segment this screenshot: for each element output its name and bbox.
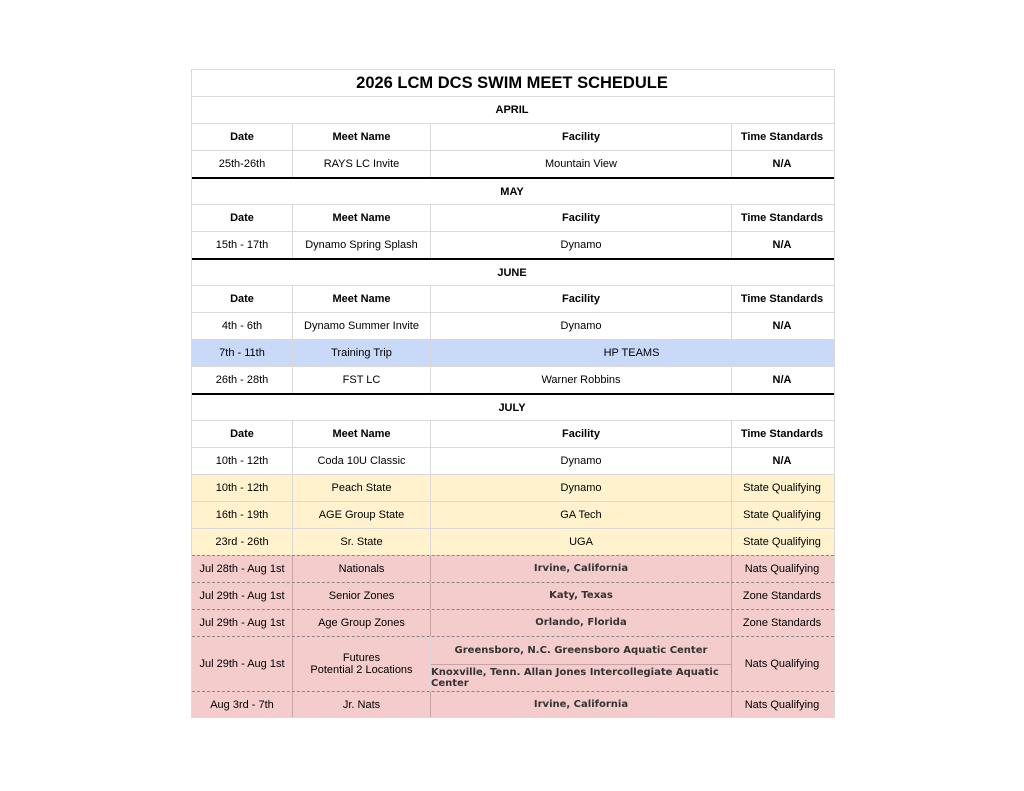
meet-cell: Peach State [292,475,430,501]
standards-cell: N/A [731,151,832,177]
meet-cell: RAYS LC Invite [292,151,430,177]
header-date: Date [230,212,254,224]
date-cell: 7th - 11th [219,347,265,359]
month-label: JUNE [497,266,527,279]
date-cell: 25th-26th [218,158,266,170]
table-row [192,366,834,393]
month-row-june [192,258,834,285]
meet-cell: AGE Group State [292,502,430,528]
facility-cell: Greensboro, N.C. Greensboro Aquatic Center [454,644,708,656]
header-standards: Time Standards [731,286,832,312]
table-row-state [192,501,834,528]
standards-cell: State Qualifying [731,529,832,555]
facility-cell: Mountain View [430,151,731,177]
facility-cell: HP TEAMS [430,340,832,366]
meet-cell: Sr. State [292,529,430,555]
table-row [192,312,834,339]
header-facility: Facility [430,286,731,312]
month-label: APRIL [495,104,529,116]
header-meet: Meet Name [292,421,430,447]
standards-cell: Nats Qualifying [731,637,832,691]
standards-cell: Nats Qualifying [731,692,832,717]
header-standards: Time Standards [731,421,832,447]
date-cell: Jul 29th - Aug 1st [199,658,285,670]
meet-cell: Dynamo Spring Splash [292,232,430,258]
month-row-july [192,393,834,420]
table-row-national [192,691,834,718]
facility-cell-alt: Knoxville, Tenn. Allan Jones Intercollegiate Aquatic Center [431,664,731,692]
standards-cell: N/A [731,232,832,258]
date-cell: 10th - 12th [215,482,269,494]
facility-cell: GA Tech [430,502,731,528]
header-standards: Time Standards [731,205,832,231]
meet-cell: Training Trip [292,340,430,366]
header-row [192,420,834,447]
facility-stack [430,637,731,691]
table-row [192,447,834,474]
meet-cell: Dynamo Summer Invite [292,313,430,339]
meet-cell: FST LC [292,367,430,393]
header-date: Date [230,131,254,143]
facility-cell: Dynamo [430,313,731,339]
table-row-national [192,555,834,582]
date-cell: Aug 3rd - 7th [210,698,274,711]
date-cell: 10th - 12th [215,455,269,467]
header-facility: Facility [430,124,731,150]
meet-subtitle: Potential 2 Locations [310,664,413,676]
meet-cell [292,637,430,691]
standards-cell: N/A [731,313,832,339]
facility-cell: Warner Robbins [430,367,731,393]
standards-cell: State Qualifying [731,502,832,528]
standards-cell: N/A [731,448,832,474]
month-row-april [192,96,834,123]
header-row [192,204,834,231]
table-row-state [192,474,834,501]
standards-cell: Nats Qualifying [731,556,832,582]
date-cell: 15th - 17th [215,239,269,251]
month-label: JULY [498,401,526,414]
facility-cell: Katy, Texas [430,583,731,609]
date-cell: Jul 29th - Aug 1st [199,617,285,629]
header-facility: Facility [430,421,731,447]
facility-cell: Dynamo [430,448,731,474]
table-row [192,231,834,258]
meet-cell: Nationals [292,556,430,582]
date-cell: 23rd - 26th [215,536,269,548]
meet-cell: Coda 10U Classic [292,448,430,474]
facility-cell: Dynamo [430,232,731,258]
header-date: Date [230,293,254,305]
meet-cell: Age Group Zones [292,610,430,636]
header-row [192,123,834,150]
standards-cell: Zone Standards [731,610,832,636]
header-meet: Meet Name [292,205,430,231]
title-row [192,69,834,96]
facility-cell: Irvine, California [430,556,731,582]
table-row-state [192,528,834,555]
meet-name: Futures [342,652,381,664]
standards-cell: Zone Standards [731,583,832,609]
date-cell: Jul 29th - Aug 1st [199,590,285,602]
header-meet: Meet Name [292,124,430,150]
month-label: MAY [500,185,524,198]
date-cell: Jul 28th - Aug 1st [199,563,285,575]
facility-cell: Dynamo [430,475,731,501]
table-row-futures [192,636,834,691]
header-facility: Facility [430,205,731,231]
meet-cell: Senior Zones [292,583,430,609]
standards-cell: N/A [731,367,832,393]
meet-cell: Jr. Nats [292,692,430,717]
schedule-table [191,69,835,718]
standards-cell: State Qualifying [731,475,832,501]
header-standards: Time Standards [731,124,832,150]
facility-cell: UGA [430,529,731,555]
facility-cell: Orlando, Florida [430,610,731,636]
table-row [192,150,834,177]
header-meet: Meet Name [292,286,430,312]
header-row [192,285,834,312]
page-title: 2026 LCM DCS SWIM MEET SCHEDULE [356,74,668,92]
table-row-national [192,582,834,609]
month-row-may [192,177,834,204]
header-date: Date [230,428,254,440]
table-row-training-trip [192,339,834,366]
date-cell: 4th - 6th [221,320,263,332]
table-row-national [192,609,834,636]
facility-cell: Irvine, California [430,692,731,717]
date-cell: 26th - 28th [215,374,269,386]
date-cell: 16th - 19th [215,509,269,521]
